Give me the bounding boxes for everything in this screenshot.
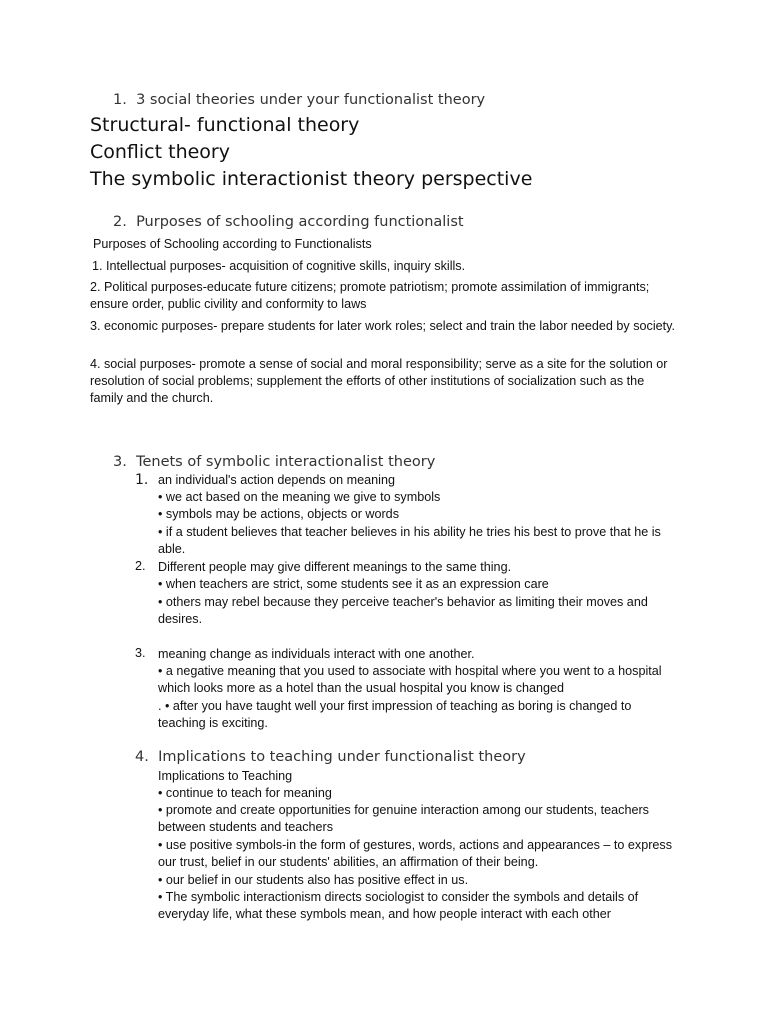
tenet-3-bullet-1-text: • a negative meaning that you used to associate with hospital where you went to a hospital which looks more as a hotel than the usual hospital you know is changed (158, 664, 662, 696)
tenet-1-number: 1. (135, 472, 149, 488)
section-2-number: 2. (113, 214, 127, 230)
purpose-social-text: 4. social purposes- promote a sense of social and moral responsibility; serve as a site for the solution or resolution of social problems; supplement the efforts of other institutions of socialization such as the family and the church. (90, 357, 668, 406)
tenet-1-bullet-3 (158, 524, 680, 558)
tenet-1-title: an individual's action depends on meaning (158, 473, 395, 487)
tenet-3-number: 3. (135, 646, 146, 660)
implication-bullet-3-text: • use positive symbols-in the form of gestures, words, actions and appearances – to express our trust, belief in our students' abilities, an affirmation of their being. (158, 838, 673, 870)
purpose-economic-text: 3. economic purposes- prepare students for later work roles; select and train the labor needed by society. (90, 319, 675, 333)
section-4-subtitle: Implications to Teaching (158, 769, 293, 783)
purpose-political (90, 279, 680, 313)
theory-symbolic-interactionist: The symbolic interactionist theory perspective (90, 168, 533, 190)
tenet-2-bullet-2 (158, 594, 680, 628)
implication-bullet-5 (158, 889, 680, 923)
section-2-subtitle: Purposes of Schooling according to Functionalists (93, 237, 372, 251)
tenet-3-bullet-1 (158, 663, 680, 697)
implication-bullet-3 (158, 837, 680, 871)
theory-conflict: Conflict theory (90, 141, 230, 163)
section-3-title: Tenets of symbolic interactionalist theory (136, 454, 436, 470)
section-4-number: 4. (135, 749, 149, 765)
section-2-heading (113, 214, 464, 230)
section-4-title: Implications to teaching under functionalist theory (158, 749, 526, 765)
tenet-3-bullet-2 (158, 698, 680, 732)
section-4-heading (135, 749, 526, 765)
section-3-heading (113, 454, 435, 470)
purpose-social (90, 356, 680, 408)
section-1-title: 3 social theories under your functionalist theory (136, 92, 486, 108)
section-1-heading (113, 92, 485, 108)
tenet-2-bullet-1: • when teachers are strict, some students see it as an expression care (158, 577, 549, 591)
implication-bullet-4: • our belief in our students also has positive effect in us. (158, 873, 469, 887)
tenet-3-title: meaning change as individuals interact with one another. (158, 647, 475, 661)
purpose-intellectual: 1. Intellectual purposes- acquisition of cognitive skills, inquiry skills. (92, 259, 466, 273)
theory-structural-functional: Structural- functional theory (90, 114, 360, 136)
section-1-number: 1. (113, 92, 127, 108)
tenet-3-bullet-2-text: . • after you have taught well your first impression of teaching as boring is changed to teaching is exciting. (158, 699, 632, 731)
purpose-political-text: 2. Political purposes-educate future citizens; promote patriotism; promote assimilation of immigrants; ensure order, public civility and conformity to laws (90, 280, 650, 312)
tenet-2-title: Different people may give different meanings to the same thing. (158, 560, 512, 574)
section-2-title: Purposes of schooling according functionalist (136, 214, 464, 230)
implication-bullet-2 (158, 802, 680, 836)
implication-bullet-2-text: • promote and create opportunities for genuine interaction among our students, teachers between students and teachers (158, 803, 649, 835)
purpose-economic (90, 318, 680, 335)
tenet-2-bullet-2-text: • others may rebel because they perceive teacher's behavior as limiting their moves and desires. (158, 595, 648, 627)
implication-bullet-1: • continue to teach for meaning (158, 786, 332, 800)
tenet-1-bullet-2: • symbols may be actions, objects or words (158, 507, 399, 521)
tenet-1-bullet-3-text: • if a student believes that teacher believes in his ability he tries his best to prove that he is able. (158, 525, 661, 557)
section-3-number: 3. (113, 454, 127, 470)
tenet-1-bullet-1: • we act based on the meaning we give to symbols (158, 490, 441, 504)
tenet-2-number: 2. (135, 559, 146, 573)
implication-bullet-5-text: • The symbolic interactionism directs sociologist to consider the symbols and details of everyday life, what these symbols mean, and how people interact with each other (158, 890, 639, 922)
